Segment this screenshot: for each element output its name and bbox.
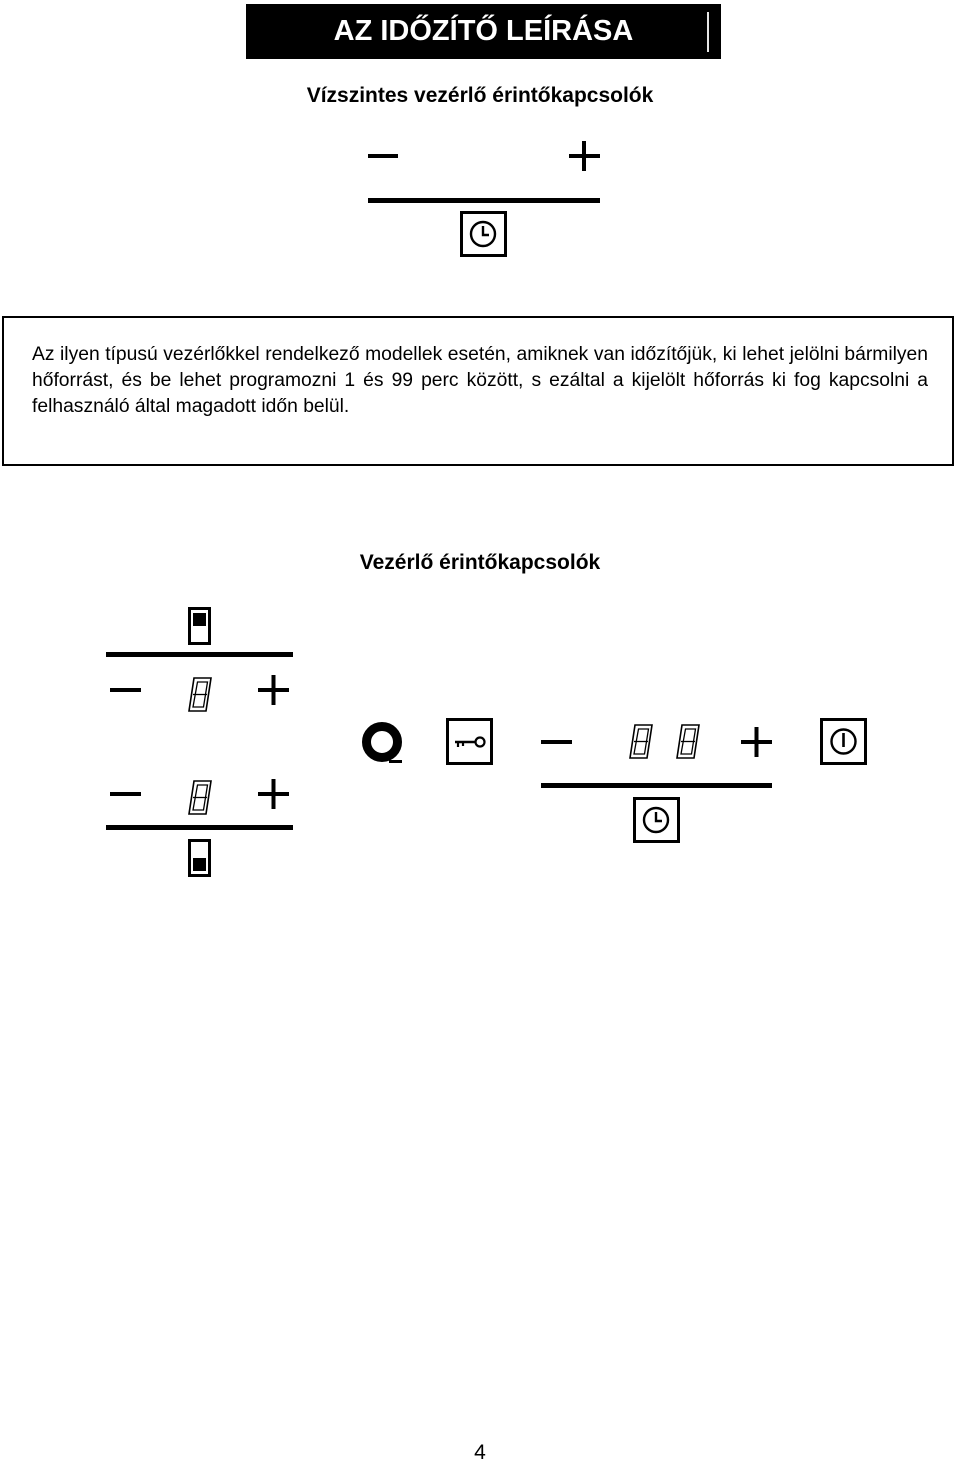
timer-divider-line [541,783,772,788]
divider-line-top [106,652,293,657]
clock-icon[interactable] [635,799,679,842]
digit-display [189,678,211,711]
zone-bottom-icon[interactable] [190,841,210,876]
key-lock-icon[interactable] [448,720,492,764]
plus-icon[interactable] [258,675,289,705]
ring-icon[interactable] [367,727,403,764]
zone-top-icon[interactable] [190,609,210,644]
divider-line-bottom [106,825,293,830]
digit-display [189,781,211,814]
minus-icon[interactable] [110,792,141,796]
minus-icon[interactable] [541,740,572,744]
section-horizontal-controls-title: Vízszintes vezérlő érintőkapcsolók [306,84,654,107]
timer-description-text: Az ilyen típusú vezérlőkkel rendelkező modellek esetén, amiknek van időzítőjük, ki lehet jelölni bármilyen hőforrást, és be lehet programozni 1 és 99 perc között, s ezáltal a kijelölt hőforrás ki fog kapcsolni a felhasználó által magadott időn belül. [32,344,928,417]
page-title: AZ IDŐZÍTŐ LEÍRÁSA [333,15,634,47]
section-controls-title: Vezérlő érintőkapcsolók [359,551,601,574]
page-number: 4 [474,1441,486,1464]
plus-icon[interactable] [258,779,289,809]
plus-icon[interactable] [741,727,772,757]
minus-icon[interactable] [110,688,141,692]
timer-digits-display [630,725,699,758]
power-icon[interactable] [822,720,866,764]
